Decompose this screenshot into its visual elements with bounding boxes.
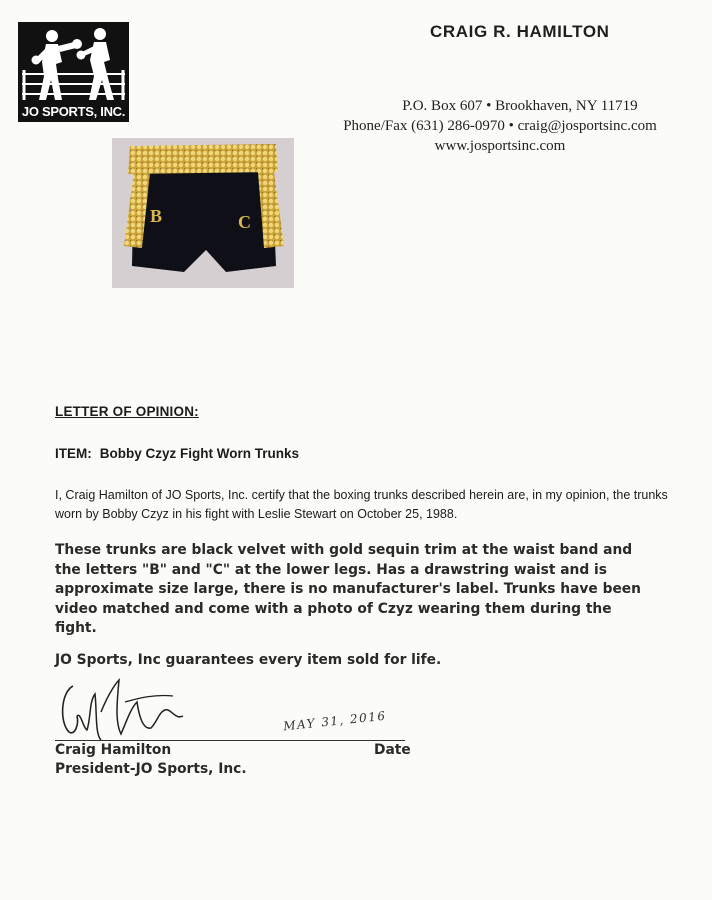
letter-heading: LETTER OF OPINION:	[55, 404, 199, 419]
item-line	[55, 446, 299, 461]
item-label: ITEM:	[55, 446, 92, 461]
item-value: Bobby Czyz Fight Worn Trunks	[99, 446, 300, 461]
trunks-photo	[112, 138, 294, 288]
description-paragraph: These trunks are black velvet with gold sequin trim at the waist band and the letters "B" and "C" at the lower legs. Has a drawstring waist and is approximate size large, there is no manufacturer's label. Trunks have been video matched and come with a photo of Czyz wearing them during the fight.	[55, 542, 641, 636]
address-line: P.O. Box 607 • Brookhaven, NY 11719	[402, 98, 638, 114]
jo-sports-logo	[18, 22, 129, 122]
contact-line: Phone/Fax (631) 286-0970 • craig@josportsinc.com	[343, 118, 657, 134]
website-line: www.josportsinc.com	[434, 138, 566, 154]
trunks-letter-b: B	[150, 206, 163, 226]
guarantee-line: JO Sports, Inc guarantees every item sold for life.	[55, 652, 442, 668]
date-label: Date	[374, 742, 411, 758]
letterhead-address-block	[310, 96, 690, 156]
signature-line	[55, 740, 405, 741]
trunks-letter-c: C	[238, 212, 251, 232]
signer-title: President-JO Sports, Inc.	[55, 761, 247, 777]
handwritten-date: MAY 31, 2016	[282, 708, 388, 734]
signer-name: Craig Hamilton	[55, 742, 172, 758]
handwritten-signature	[55, 672, 195, 742]
logo-text: JO SPORTS, INC.	[21, 104, 126, 119]
letterhead-name: CRAIG R. HAMILTON	[430, 22, 610, 41]
certification-paragraph: I, Craig Hamilton of JO Sports, Inc. certify that the boxing trunks described herein are, in my opinion, the trunks worn by Bobby Czyz in his fight with Leslie Stewart on October 25, 1988.	[55, 488, 668, 521]
